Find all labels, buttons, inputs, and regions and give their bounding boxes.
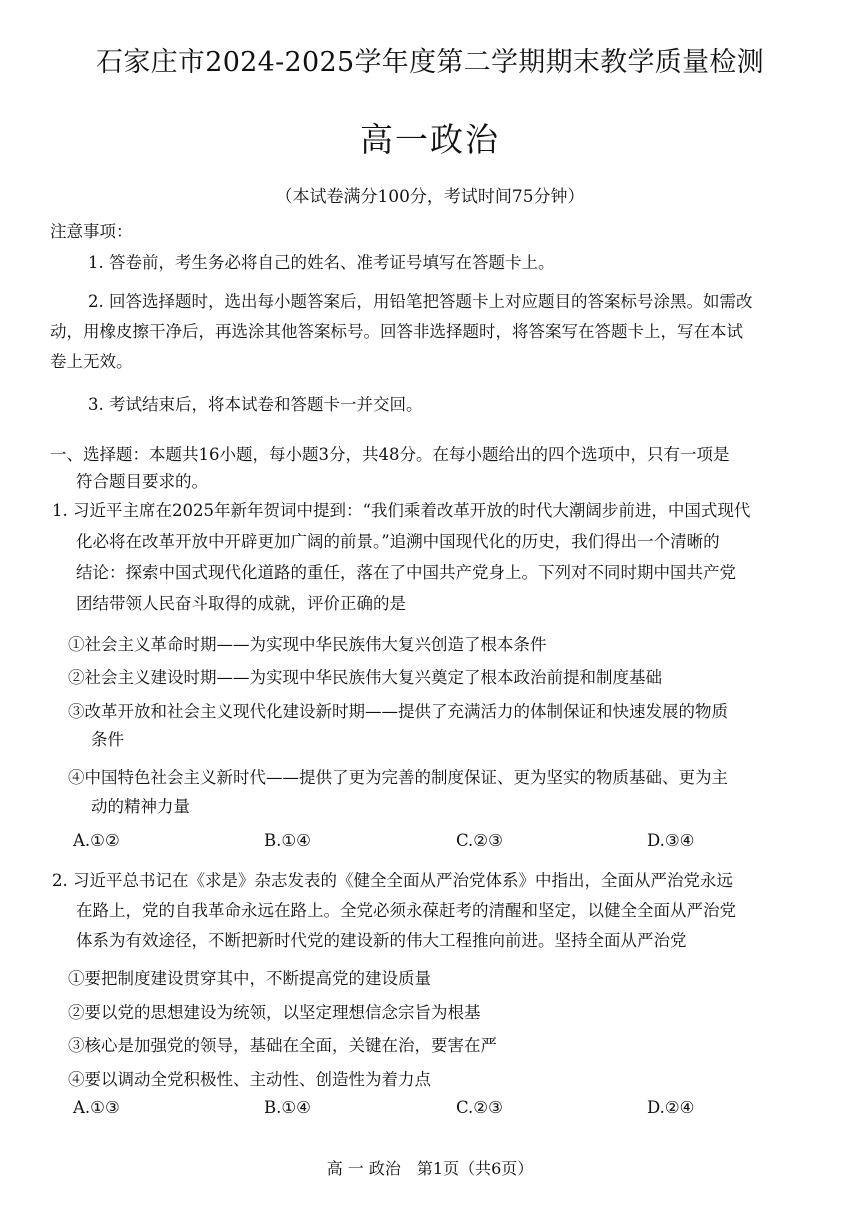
q1-option-3-line-1: ③改革开放和社会主义现代化建设新时期——提供了充满活力的体制保证和快速发展的物质 xyxy=(68,702,728,721)
notice-item-1: 1. 答卷前，考生务必将自己的姓名、准考证号填写在答题卡上。 xyxy=(88,253,555,272)
q2-choice-b[interactable]: B.①④ xyxy=(264,1098,311,1117)
q2-option-3: ③核心是加强党的领导，基础在全面，关键在治，要害在严 xyxy=(68,1036,497,1055)
section-heading-line-2: 符合题目要求的。 xyxy=(76,472,208,491)
notice-heading: 注意事项： xyxy=(50,222,133,241)
q1-choice-b[interactable]: B.①④ xyxy=(264,831,311,850)
q1-option-3-line-2: 条件 xyxy=(91,730,124,749)
q1-stem-line-3: 结论：探索中国式现代化道路的重任，落在了中国共产党身上。下列对不同时期中国共产党 xyxy=(76,563,736,582)
exam-main-title: 石家庄市2024-2025学年度第二学期期末教学质量检测 xyxy=(96,47,764,78)
subject-title: 高一政治 xyxy=(360,120,500,159)
q1-stem-line-1: 1. 习近平主席在2025年新年贺词中提到：“我们乘着改革开放的时代大潮阔步前进，中国式现代 xyxy=(52,501,751,520)
q2-stem-line-1: 2. 习近平总书记在《求是》杂志发表的《健全全面从严治党体系》中指出，全面从严治党永远 xyxy=(52,871,733,890)
q1-option-4-line-1: ④中国特色社会主义新时代——提供了更为完善的制度保证、更为坚实的物质基础、更为主 xyxy=(68,768,728,787)
q2-choice-a[interactable]: A.①③ xyxy=(73,1098,120,1117)
q2-option-1: ①要把制度建设贯穿其中，不断提高党的建设质量 xyxy=(68,969,431,988)
notice-item-2-line-1: 2. 回答选择题时，选出每小题答案后，用铅笔把答题卡上对应题目的答案标号涂黑。如需改 xyxy=(88,292,753,311)
q1-choice-d[interactable]: D.③④ xyxy=(647,831,695,850)
section-heading-line-1: 一、选择题：本题共16小题，每小题3分，共48分。在每小题给出的四个选项中，只有一项是 xyxy=(50,445,730,464)
q1-option-4-line-2: 动的精神力量 xyxy=(91,797,190,816)
q1-option-2: ②社会主义建设时期——为实现中华民族伟大复兴奠定了根本政治前提和制度基础 xyxy=(68,668,662,687)
q2-stem-line-2: 在路上，党的自我革命永远在路上。全党必须永葆赶考的清醒和坚定，以健全全面从严治党 xyxy=(76,901,736,920)
q1-stem-line-4: 团结带领人民奋斗取得的成就，评价正确的是 xyxy=(76,594,406,613)
q1-stem-line-2: 化必将在改革开放中开辟更加广阔的前景。”追溯中国现代化的历史，我们得出一个清晰的 xyxy=(76,532,720,551)
q2-option-2: ②要以党的思想建设为统领，以坚定理想信念宗旨为根基 xyxy=(68,1003,481,1022)
q1-choice-c[interactable]: C.②③ xyxy=(456,831,503,850)
page-footer: 高 一 政治 第1页（共6页） xyxy=(326,1159,534,1178)
q2-choice-c[interactable]: C.②③ xyxy=(456,1098,503,1117)
notice-item-3: 3. 考试结束后，将本试卷和答题卡一并交回。 xyxy=(88,395,423,414)
notice-item-2-line-2: 动，用橡皮擦干净后，再选涂其他答案标号。回答非选择题时，将答案写在答题卡上，写在本试 xyxy=(50,322,743,341)
notice-item-2-line-3: 卷上无效。 xyxy=(50,352,133,371)
q2-option-4: ④要以调动全党积极性、主动性、创造性为着力点 xyxy=(68,1070,431,1089)
q2-stem-line-3: 体系为有效途径，不断把新时代党的建设新的伟大工程推向前进。坚持全面从严治党 xyxy=(76,931,687,950)
q2-choice-d[interactable]: D.②④ xyxy=(647,1098,695,1117)
q1-choice-a[interactable]: A.①② xyxy=(73,831,120,850)
exam-info: （本试卷满分100分，考试时间75分钟） xyxy=(275,187,585,207)
q1-option-1: ①社会主义革命时期——为实现中华民族伟大复兴创造了根本条件 xyxy=(68,635,547,654)
